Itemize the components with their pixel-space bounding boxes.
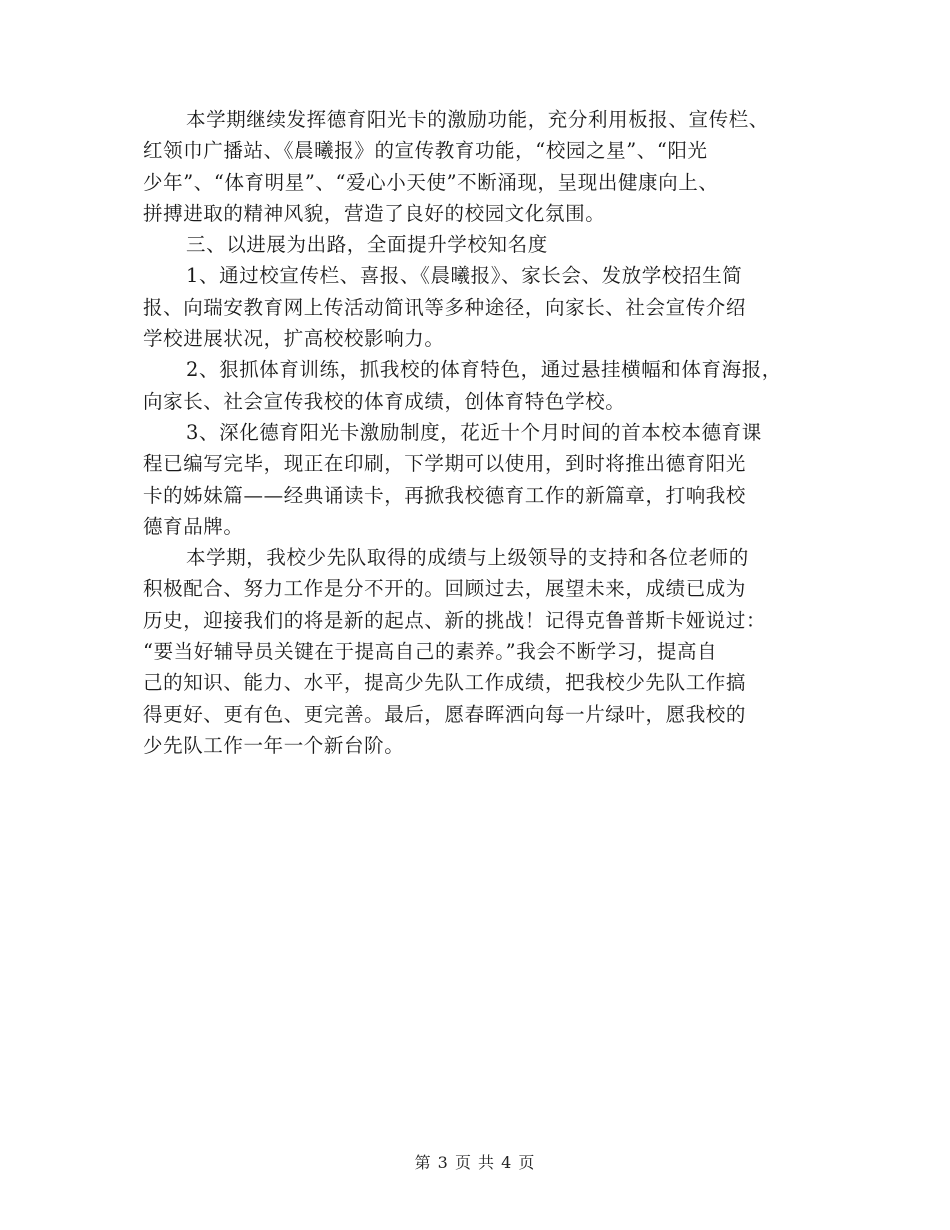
text-line: “要当好辅导员关键在于提高自己的素养。”我会不断学习，提高自	[143, 640, 718, 664]
document-body	[143, 104, 823, 761]
text-line: 红领巾广播站、《晨曦报》的宣传教育功能，“校园之星”、“阳光	[143, 139, 708, 163]
text-line: 三、以进展为出路，全面提升学校知名度	[186, 233, 548, 257]
text-line: 2、狠抓体育训练，抓我校的体育特色，通过悬挂横幅和体育海报，	[186, 358, 782, 382]
text-line: 学校进展状况，扩高校校影响力。	[143, 327, 445, 351]
text-line: 拼搏进取的精神风貌，营造了良好的校园文化氛围。	[143, 201, 606, 225]
text-line: 卡的姊妹篇——经典诵读卡，再掀我校德育工作的新篇章，打响我校	[143, 483, 747, 507]
text-line: 程已编写完毕，现正在印刷，下学期可以使用，到时将推出德育阳光	[143, 452, 747, 476]
text-line: 己的知识、能力、水平，提高少先队工作成绩，把我校少先队工作搞	[143, 671, 747, 695]
text-line: 3、深化德育阳光卡激励制度，花近十个月时间的首本校本德育课	[186, 420, 762, 444]
text-line: 德育品牌。	[143, 514, 244, 538]
text-line: 得更好、更有色、更完善。最后，愿春晖洒向每一片绿叶，愿我校的	[143, 702, 747, 726]
text-line: 1、通过校宣传栏、喜报、《晨曦报》、家长会、发放学校招生简	[186, 264, 743, 288]
text-line: 积极配合、努力工作是分不开的。回顾过去，展望未来，成绩已成为	[143, 577, 747, 601]
text-line: 向家长、社会宣传我校的体育成绩，创体育特色学校。	[143, 389, 626, 413]
text-line: 本学期，我校少先队取得的成绩与上级领导的支持和各位老师的	[186, 546, 749, 570]
text-line: 报、向瑞安教育网上传活动简讯等多种途径，向家长、社会宣传介绍	[143, 295, 747, 319]
text-line: 少先队工作一年一个新台阶。	[143, 733, 405, 757]
text-line: 历史，迎接我们的将是新的起点、新的挑战！记得克鲁普斯卡娅说过：	[143, 608, 767, 632]
page-number-footer: 第 3 页 共 4 页	[414, 1153, 536, 1172]
text-line: 本学期继续发挥德育阳光卡的激励功能，充分利用板报、宣传栏、	[186, 108, 769, 131]
text-line: 少年”、“体育明星”、“爱心小天使”不断涌现，呈现出健康向上、	[143, 170, 719, 194]
